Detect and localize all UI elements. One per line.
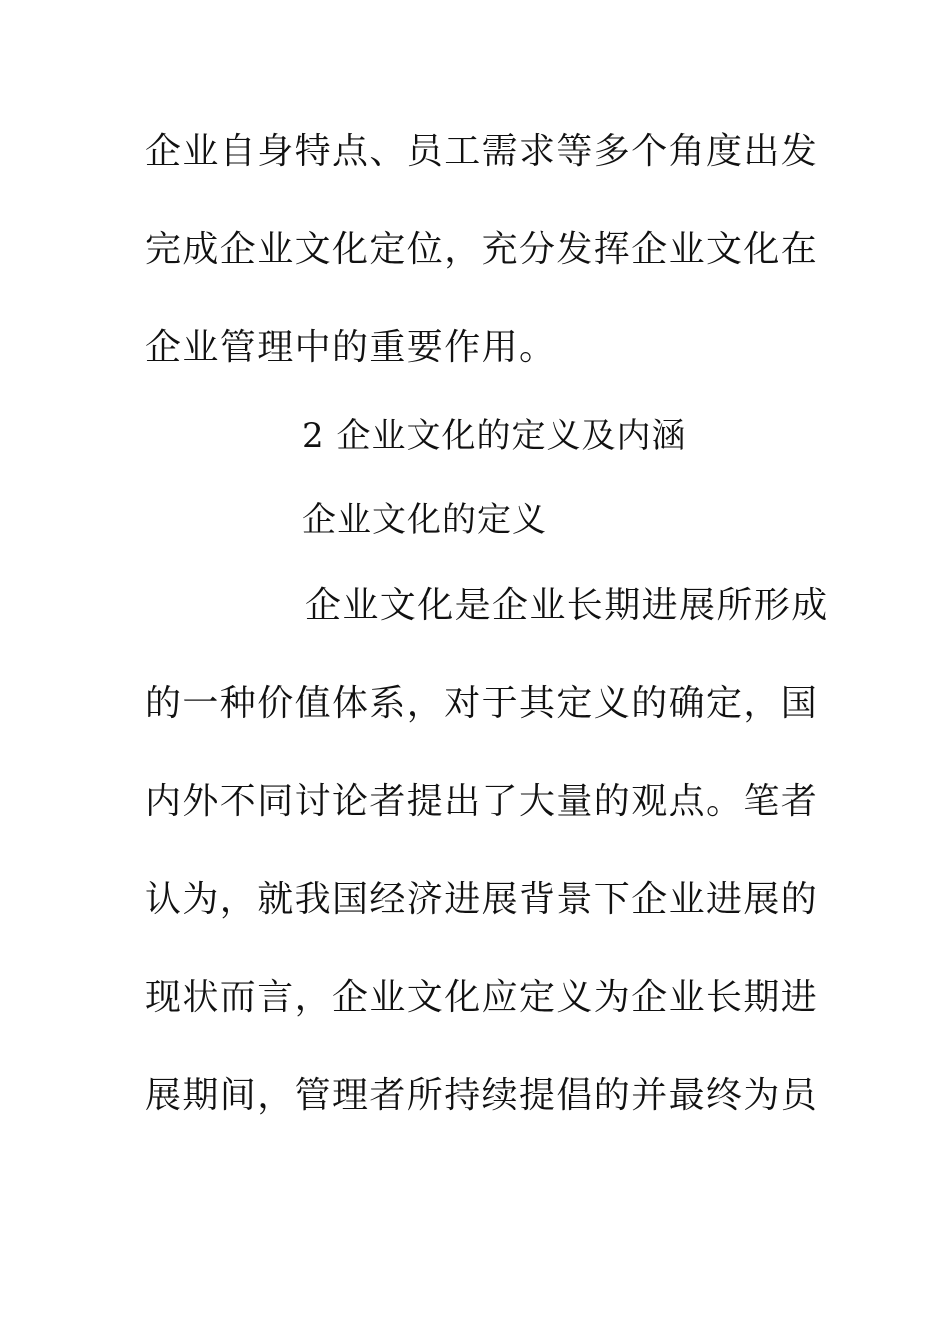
paragraph-line: 内外不同讨论者提出了大量的观点。笔者 <box>145 781 819 822</box>
body-text-line: 企业自身特点、员工需求等多个角度出发 <box>145 131 819 172</box>
paragraph-line: 展期间，管理者所持续提倡的并最终为员 <box>145 1075 819 1116</box>
subsection-heading: 企业文化的定义 <box>302 500 547 540</box>
body-text-line: 完成企业文化定位，充分发挥企业文化在 <box>145 229 819 270</box>
paragraph-line: 的一种价值体系，对于其定义的确定，国 <box>145 683 819 724</box>
paragraph-line: 现状而言，企业文化应定义为企业长期进 <box>145 977 819 1018</box>
body-text-line: 企业管理中的重要作用。 <box>145 327 557 368</box>
section-heading: 2 企业文化的定义及内涵 <box>302 416 687 456</box>
paragraph-line: 认为，就我国经济进展背景下企业进展的 <box>145 879 819 920</box>
paragraph-line: 企业文化是企业长期进展所形成 <box>305 585 829 626</box>
